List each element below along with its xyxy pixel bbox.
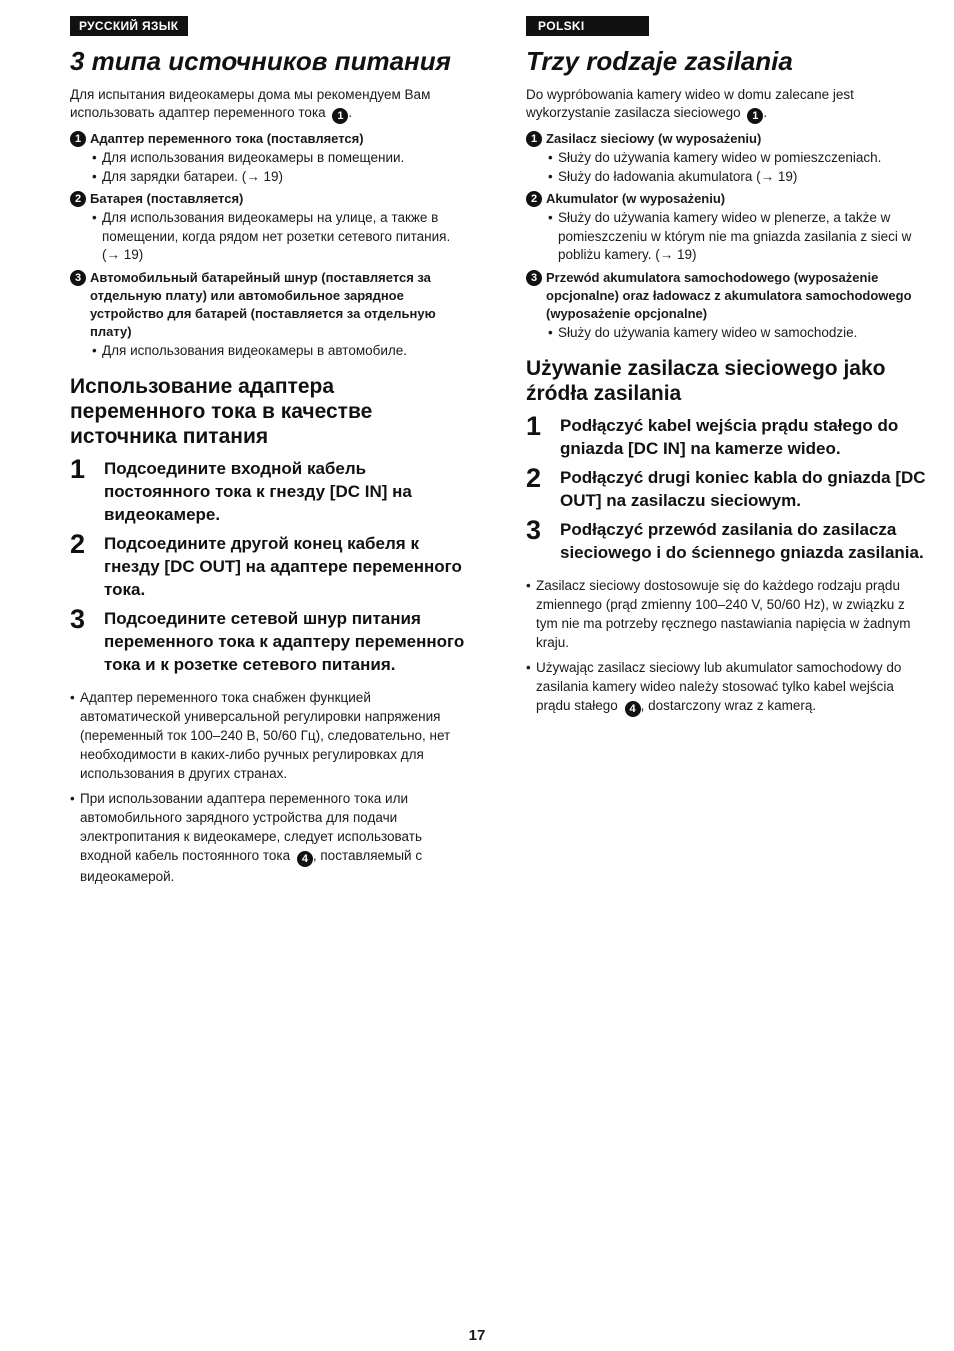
step-text: Podłączyć przewód zasilania do zasilacza sieciowego i do ściennego gniazda zasilania.	[560, 520, 924, 562]
bullet-item: • Służy do używania kamery wideo w plenerze, a także w pomieszczeniu w którym nie ma gniazda zasilania z sieci w pobliżu kamery. (→ 19)	[548, 209, 926, 265]
power-source-item	[526, 130, 926, 186]
step-number: 3	[526, 515, 542, 545]
note-text: Używając zasilacz sieciowy lub akumulator samochodowy do zasilania kamery wideo należy stosować tylko kabel wejścia prądu stałego	[536, 660, 902, 713]
note-item: • Zasilacz sieciowy dostosowuje się do każdego rodzaju prądu zmiennego (prąd zmienny 100–240 V, 50/60 Hz), w związku z tym nie ma potrzeby ręcznego nastawiania napięcia w żadnym kraju.	[526, 576, 926, 652]
step-item	[526, 515, 926, 564]
page-title-polish: Trzy rodzaje zasilania	[526, 46, 793, 76]
steps-list	[526, 411, 926, 564]
intro-end: .	[348, 105, 353, 120]
russian-column	[70, 16, 470, 892]
note-item	[526, 658, 926, 717]
power-source-item	[526, 269, 926, 343]
bullet-item: • Для использования видеокамеры в помещении.	[92, 149, 470, 168]
section-title: Использование адаптера переменного тока в качестве источника питания	[70, 375, 373, 448]
page-title-russian: 3 типа источников питания	[70, 46, 451, 76]
page-number: 17	[468, 1327, 486, 1344]
step-item	[526, 463, 926, 512]
step-item	[526, 411, 926, 460]
intro-text: Для испытания видеокамеры дома мы рекомендуем Вам использовать адаптер переменного тока	[70, 87, 431, 120]
number-circle-icon: 2	[526, 191, 542, 207]
step-number: 1	[70, 454, 86, 484]
power-source-item	[70, 190, 470, 265]
number-circle-icon: 4	[625, 701, 641, 717]
polish-column	[526, 16, 926, 723]
steps-list	[70, 454, 470, 676]
power-source-heading: Przewód akumulatora samochodowego (wyposażenie opcjonalne) oraz ładowacz z akumulatora samochodowego (wyposażenie opcjonalne)	[546, 269, 912, 321]
note-text-end: , поставляемый с видеокамерой.	[80, 848, 423, 884]
number-circle-icon: 2	[70, 191, 86, 207]
power-source-heading: Автомобильный батарейный шнур (поставляется за отдельную плату) или автомобильное зарядное устройство для батарей (поставляется за отдельную плату)	[90, 269, 436, 339]
note-text-end: , dostarczony wraz z kamerą.	[640, 698, 817, 713]
power-source-item	[526, 190, 926, 265]
step-text: Подсоедините другой конец кабеля к гнезду [DC OUT] на адаптере переменного тока.	[104, 534, 462, 599]
step-item	[70, 604, 470, 676]
power-source-item	[70, 269, 470, 361]
section-title: Używanie zasilacza sieciowego jako źródła zasilania	[526, 357, 886, 405]
number-circle-icon: 1	[526, 131, 542, 147]
bullet-item: • Для использования видеокамеры на улице, а также в помещении, когда рядом нет розетки сетевого питания. (→ 19)	[92, 209, 470, 265]
note-text: При использовании адаптера переменного тока или автомобильного зарядного устройства для подачи электропитания к видеокамере, следует использовать входной кабель постоянного тока	[80, 791, 422, 863]
step-number: 1	[526, 411, 542, 441]
number-circle-icon: 1	[332, 108, 348, 124]
bullet-item: • Służy do używania kamery wideo w samochodzie.	[548, 324, 926, 343]
power-source-heading: Zasilacz sieciowy (w wyposażeniu)	[546, 131, 762, 146]
power-source-item	[70, 130, 470, 186]
intro-text: Do wypróbowania kamery wideo w domu zalecane jest wykorzystanie zasilacza sieciowego	[526, 87, 854, 120]
intro-end: .	[763, 105, 768, 120]
intro-paragraph	[526, 86, 926, 124]
language-tab-russian: РУССКИЙ ЯЗЫК	[70, 16, 188, 36]
number-circle-icon: 3	[70, 270, 86, 286]
note-item: • Адаптер переменного тока снабжен функцией автоматической универсальной регулировки напряжения (переменный ток 100–240 В, 50/60 Гц), следовательно, нет необходимости в каких-либо ручных регулировках для использования в других странах.	[70, 688, 470, 783]
step-text: Подсоедините сетевой шнур питания переменного тока к адаптеру переменного тока и к розетке сетевого питания.	[104, 609, 465, 674]
step-item	[70, 454, 470, 526]
notes-list	[70, 688, 470, 886]
note-item	[70, 789, 470, 886]
number-circle-icon: 3	[526, 270, 542, 286]
step-text: Podłączyć kabel wejścia prądu stałego do gniazda [DC IN] na kamerze wideo.	[560, 416, 899, 458]
language-tab-polish: POLSKI	[526, 16, 649, 36]
notes-list	[526, 576, 926, 717]
step-text: Podłączyć drugi koniec kabla do gniazda [DC OUT] na zasilaczu sieciowym.	[560, 468, 926, 510]
bullet-item: • Służy do ładowania akumulatora (→ 19)	[548, 168, 926, 187]
step-number: 2	[70, 529, 86, 559]
step-item	[70, 529, 470, 601]
number-circle-icon: 1	[747, 108, 763, 124]
power-source-heading: Адаптер переменного тока (поставляется)	[90, 131, 364, 146]
number-circle-icon: 1	[70, 131, 86, 147]
step-number: 3	[70, 604, 86, 634]
bullet-item: • Для использования видеокамеры в автомобиле.	[92, 342, 470, 361]
step-text: Подсоедините входной кабель постоянного тока к гнезду [DC IN] на видеокамере.	[104, 459, 412, 524]
power-source-heading: Akumulator (w wyposażeniu)	[546, 191, 726, 206]
bullet-item: • Для зарядки батареи. (→ 19)	[92, 168, 470, 187]
bullet-item: • Służy do używania kamery wideo w pomieszczeniach.	[548, 149, 926, 168]
power-source-heading: Батарея (поставляется)	[90, 191, 244, 206]
intro-paragraph	[70, 86, 470, 124]
step-number: 2	[526, 463, 542, 493]
number-circle-icon: 4	[297, 851, 313, 867]
